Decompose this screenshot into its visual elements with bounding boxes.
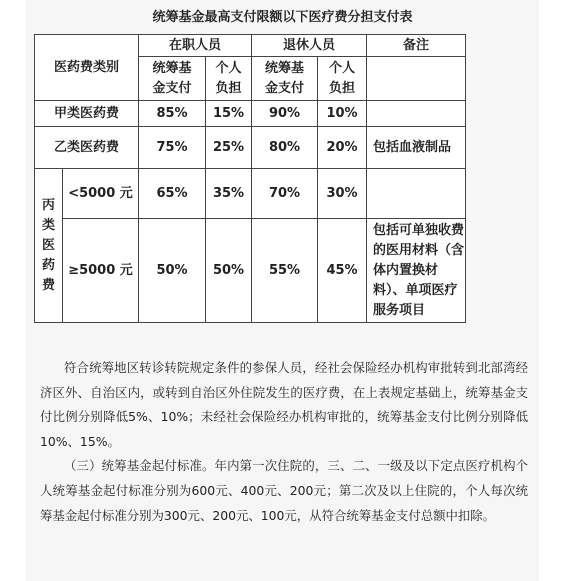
row-class-b-ret-fund: 80% [252, 127, 318, 169]
header-retired-fund: 统筹基 金支付 [252, 57, 318, 101]
row-class-c-label-text: 丙 类 医 药 费 [41, 197, 55, 293]
header-employed-fund: 统筹基 金支付 [139, 57, 206, 101]
header-retired: 退休人员 [252, 35, 367, 57]
cost-sharing-table [34, 34, 466, 323]
row-class-a-label: 甲类医药费 [35, 101, 139, 127]
row-class-b-label: 乙类医药费 [35, 127, 139, 169]
row-class-c-high-emp-fund: 50% [139, 219, 206, 323]
header-employed-self: 个人 负担 [206, 57, 252, 101]
row-class-c-high-ret-self: 45% [318, 219, 367, 323]
row-class-c-high-label: ≥5000 元 [63, 219, 139, 323]
row-class-c-high-emp-self: 50% [206, 219, 252, 323]
header-category: 医药费类别 [35, 35, 139, 101]
row-class-c-low-emp-self: 35% [206, 169, 252, 219]
row-class-c-low-label: <5000 元 [63, 169, 139, 219]
row-class-c-label [35, 169, 63, 323]
table-title: 统筹基金最高支付限额以下医疗费分担支付表 [152, 10, 413, 25]
row-class-c-remark: 包括可单独收费的医用材料（含体内置换材料）、单项医疗服务项目 [367, 219, 466, 323]
row-class-a-ret-fund: 90% [252, 101, 318, 127]
header-retired-self: 个人 负担 [318, 57, 367, 101]
header-remark: 备注 [367, 35, 466, 57]
row-class-b-ret-self: 20% [318, 127, 367, 169]
row-class-c-low-remark [367, 169, 466, 219]
row-class-a-emp-self: 15% [206, 101, 252, 127]
row-class-a-emp-fund: 85% [139, 101, 206, 127]
header-remark-blank [367, 57, 466, 101]
row-class-c-low-ret-self: 30% [318, 169, 367, 219]
row-class-b-emp-fund: 75% [139, 127, 206, 169]
paragraph-transfer: 符合统筹地区转诊转院规定条件的参保人员，经社会保险经办机构审批转到北部湾经济区外、自治区内，或转到自治区外住院发生的医疗费，在上表规定基础上，统筹基金支付比例分别降低5%、10%；未经社会保险经办机构审批的，统筹基金支付比例分别降低10%、15%。 [40, 360, 528, 449]
paragraph-deductible: （三）统筹基金起付标准。年内第一次住院的，三、二、一级及以下定点医疗机构个人统筹基金起付标准分别为600元、400元、200元；第二次及以上住院的，个人每次统筹基金起付标准分别为300元、200元、100元，从符合统筹基金支付总额中扣除。 [40, 458, 528, 523]
row-class-b-remark: 包括血液制品 [367, 127, 466, 169]
row-class-a-remark [367, 101, 466, 127]
row-class-b-emp-self: 25% [206, 127, 252, 169]
row-class-c-low-ret-fund: 70% [252, 169, 318, 219]
row-class-c-low-emp-fund: 65% [139, 169, 206, 219]
row-class-a-ret-self: 10% [318, 101, 367, 127]
body-text [40, 356, 528, 528]
header-employed: 在职人员 [139, 35, 252, 57]
row-class-c-high-ret-fund: 55% [252, 219, 318, 323]
